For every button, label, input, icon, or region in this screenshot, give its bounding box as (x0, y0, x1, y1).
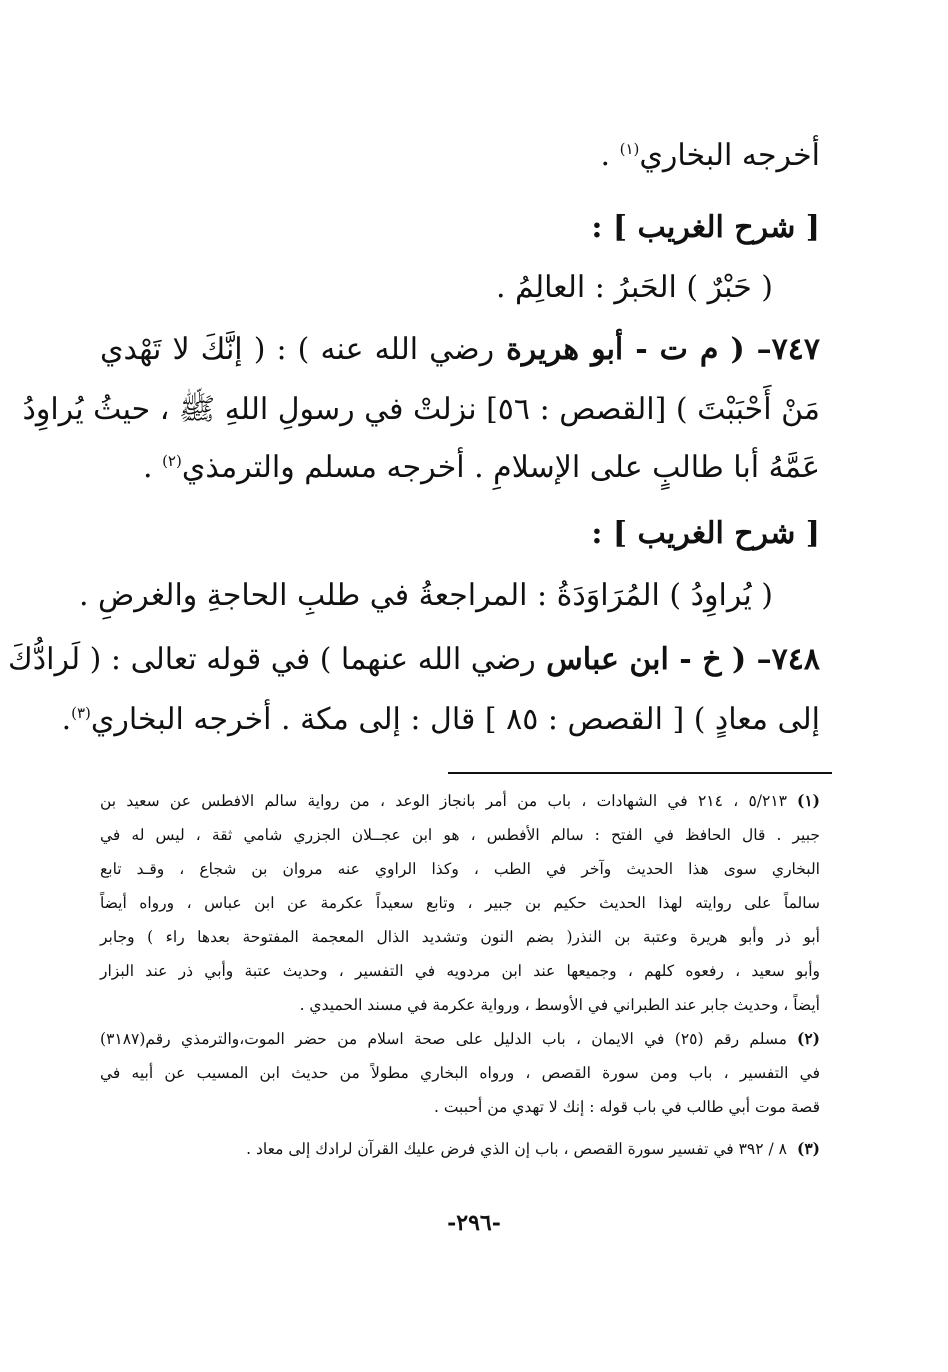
footnote-1-line-7 (100, 992, 820, 1018)
footnote-1-line-4 (100, 890, 820, 916)
line-6-text: ( يُراوِدُ ) المُرَاوَدَةُ : المراجعةُ في طلبِ الحاجةِ والغرضِ . (78, 578, 773, 613)
line-1-text: أخرجه البخاري (639, 138, 820, 173)
footnote-2-line-2 (100, 1060, 820, 1086)
footnote-1-line-3 (100, 856, 820, 882)
heading-1-text: [ شرح الغريب ] : (591, 210, 820, 245)
footnote-2-text-2: في التفسير ، باب ومن سورة القصص ، ورواه البخاري مطولاً من حديث ابن المسيب عن أبيه في (100, 1064, 820, 1082)
hadith-747-line-2 (22, 390, 820, 430)
hadith-748-line-1 (8, 640, 820, 680)
hadith-748-end: . (61, 702, 72, 737)
footnote-1-number: (١) (797, 791, 821, 810)
footnote-3-number: (٣) (796, 1139, 820, 1158)
hadith-748-text-2: إلى معادٍ ) [ القصص : ٨٥ ] قال : إلى مكة . أخرجه البخاري (90, 702, 820, 737)
footnote-1-line-2 (100, 822, 820, 848)
hadith-number-748: ٧٤٨ (771, 642, 820, 677)
footnote-1-line-6 (100, 958, 820, 984)
hadith-747-end: . (142, 450, 163, 485)
heading-2-text: [ شرح الغريب ] : (591, 516, 820, 551)
hadith-748-line-2 (61, 700, 820, 740)
hadith-747-text-2: مَنْ أَحْبَبْتَ ) [القصص : ٥٦] نزلتْ في رسولِ اللهِ ﷺ ، حيثُ يُراوِدُ (22, 392, 820, 427)
footnote-2-text-1: مسلم رقم (٢٥) في الايمان ، باب الدليل على صحة اسلام من حضر الموت،والترمذي رقم(٣١٨٧) (100, 1030, 787, 1048)
footnote-2-line-1 (100, 1026, 820, 1052)
line-2-text: ( حَبْرٌ ) الحَبرُ : العالِمُ . (495, 270, 773, 305)
footnote-ref-1[interactable]: (١) (619, 140, 640, 158)
hadith-747-line-1 (100, 330, 820, 370)
text-line-1 (100, 136, 820, 176)
footnote-2-line-3 (100, 1094, 820, 1120)
section-heading-gharib-2 (100, 514, 820, 554)
footnote-1-text-3: البخاري سوى هذا الحديث وآخر في الطب ، وكذا الراوي عنه مروان بن شجاع ، وقـد تابع (100, 860, 820, 878)
footnote-3-text-1: ٨ / ٣٩٢ في تفسير سورة القصص ، باب إن الذي فرض عليك القرآن لرادك إلى معاد . (246, 1140, 787, 1158)
footnote-1-line-5 (100, 924, 820, 950)
footnote-1-text-1: ٥/٢١٣ ، ٢١٤ في الشهادات ، باب من أمر بانجاز الوعد ، من رواية سالم الافطس عن سعيد بن (100, 792, 787, 810)
hadith-747-text-3: عَمَّهُ أبا طالبٍ على الإسلامِ . أخرجه مسلم والترمذي (181, 450, 820, 485)
text-line-6 (78, 576, 773, 616)
section-heading-gharib-1 (100, 208, 820, 248)
footnote-2-number: (٢) (796, 1029, 820, 1048)
footnote-ref-3[interactable]: (٣) (71, 704, 91, 722)
footnote-1-text-4: سالماً على روايته لهذا الحديث حكيم بن جبير ، وتابع سعيداً عكرمة عن ابن عباس ، ورواه أيضاً (100, 894, 820, 912)
hadith-747-line-3 (100, 448, 820, 488)
footnote-2-text-3: قصة موت أبي طالب في باب قوله : إنك لا تهدي من أحببت . (433, 1098, 820, 1116)
hadith-747-text-1: رضي الله عنه ) : ( إنَّكَ لا تَهْدي (100, 332, 495, 367)
footnote-1-text-7: أيضاً ، وحديث جابر عند الطبراني في الأوسط ، ورواية عكرمة في مسند الحميدي . (299, 996, 820, 1014)
footnote-ref-2[interactable]: (٢) (162, 452, 182, 470)
hadith-747-source: – ( م ت - أبو هريرة (494, 332, 772, 367)
footnote-separator (448, 772, 832, 774)
page-number: -٢٩٦- (447, 1210, 501, 1236)
footnote-3-line-1 (100, 1136, 820, 1162)
footnote-1-text-2: جبير . قال الحافظ في الفتح : سالم الأفطس ، هو ابن عجــلان الجزري شامي ثقة ، ليس له في (100, 826, 820, 844)
footnote-1-line-1 (100, 788, 820, 814)
footnote-1-text-6: وأبو سعيد ، رفعوه كلهم ، وجميعها عند ابن مردويه في التفسير ، وحديث عتبة وأبي ذر عند البزار (100, 962, 820, 980)
text-line-2 (100, 268, 773, 308)
footnote-1-text-5: أبو ذر وأبو هريرة وعتبة بن النذر( بضم النون وتشديد الذال المعجمة المفتوحة بعدها راء ) وجابر (100, 928, 820, 946)
hadith-number-747: ٧٤٧ (771, 332, 820, 367)
hadith-748-text-1: رضي الله عنهما ) في قوله تعالى : ( لَرادُّكَ (8, 642, 536, 677)
hadith-748-source: – ( خ - ابن عباس (535, 642, 772, 677)
line-1-end: . (600, 138, 620, 173)
